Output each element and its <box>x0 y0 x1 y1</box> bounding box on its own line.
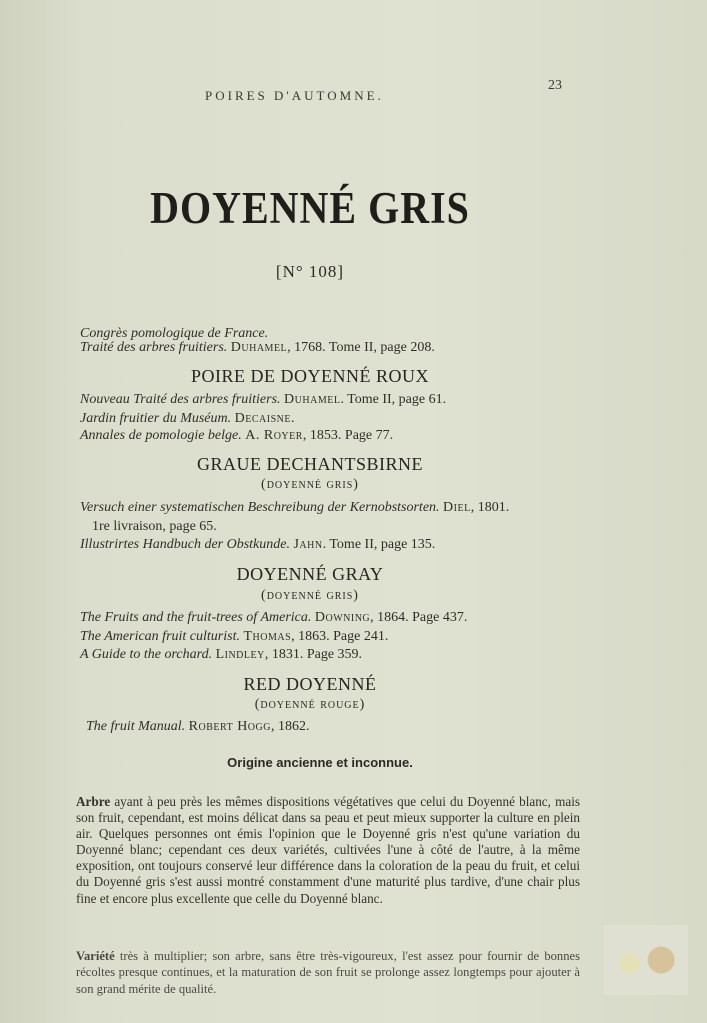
paragraph-variete <box>76 948 580 997</box>
synonym-subtitle: (doyenné gris) <box>261 588 359 603</box>
synonym-title: RED DOYENNÉ <box>243 674 377 694</box>
reference-line <box>80 610 467 626</box>
reference-line <box>80 411 294 427</box>
paragraph-text: très à multiplier; son arbre, sans être très-vigoureux, l'est assez pour fournir de bonnes récoltes presque continues, et la maturation de son fruit se prolonge assez longtemps pour ajouter à son grand mérite de qualité. <box>76 949 580 996</box>
synonym-subtitle: (doyenné rouge) <box>254 697 366 712</box>
reference-author: Robert Hogg <box>188 719 271 734</box>
reference-author: Downing <box>314 610 371 625</box>
reference-detail: , 1801. <box>470 500 510 515</box>
reference-author: Jahn <box>293 537 323 552</box>
reference-work: Annales de pomologie belge. <box>80 428 242 443</box>
reference-author: Decaisne <box>234 411 291 426</box>
reference-line <box>86 719 309 735</box>
reference-author: Duhamel <box>284 392 341 407</box>
reference-detail: , 1831. Page 359. <box>264 647 363 662</box>
reference-line <box>80 537 435 553</box>
reference-author: Thomas <box>243 629 292 644</box>
synonym-subtitle: (doyenné gris) <box>261 477 359 492</box>
reference-work: The fruit Manual. <box>86 719 186 734</box>
reference-detail: . Tome II, page 61. <box>340 392 447 407</box>
reference-detail: , 1863. Page 241. <box>291 629 389 644</box>
reference-line <box>80 340 435 356</box>
reference-line <box>80 428 393 444</box>
reference-line <box>80 629 388 645</box>
reference-work: A Guide to the orchard. <box>80 647 213 662</box>
page-number: 23 <box>548 78 562 93</box>
reference-line <box>80 647 362 663</box>
reference-work: Traité des arbres fruitiers. <box>80 340 228 355</box>
reference-work: Illustrirtes Handbuch der Obstkunde. <box>80 537 290 552</box>
reference-detail: 1re livraison, page 65. <box>92 519 217 534</box>
paragraph-arbre <box>76 794 580 907</box>
origin-heading: Origine ancienne et inconnue. <box>227 755 413 770</box>
reference-work: Jardin fruitier du Muséum. <box>80 411 232 426</box>
reference-work: Nouveau Traité des arbres fruitiers. <box>80 392 281 407</box>
reference-work: The Fruits and the fruit-trees of America. <box>80 610 312 625</box>
reference-detail: , 1768. Tome II, page 208. <box>287 340 435 355</box>
reference-detail: , 1864. Page 437. <box>370 610 468 625</box>
reference-author: Lindley <box>215 647 265 662</box>
reference-detail: . Tome II, page 135. <box>322 537 436 552</box>
reference-work: Congrès pomologique de France. <box>80 326 269 341</box>
adjacent-page-illustration <box>604 925 688 995</box>
reference-work: Versuch einer systematischen Beschreibung der Kernobstsorten. <box>80 500 440 515</box>
reference-line <box>80 500 509 516</box>
reference-author: A. Royer <box>245 428 303 443</box>
synonym-title: DOYENNÉ GRAY <box>236 564 384 584</box>
variety-number: [N° 108] <box>275 262 345 281</box>
running-head: POIRES D'AUTOMNE. <box>205 88 384 103</box>
synonym-title: GRAUE DECHANTSBIRNE <box>196 454 423 474</box>
main-title: DOYENNÉ GRIS <box>150 181 470 234</box>
reference-line <box>80 392 446 408</box>
reference-detail: , 1853. Page 77. <box>302 428 394 443</box>
paragraph-text: ayant à peu près les mêmes dispositions végétatives que celui du Doyenné blanc, mais son fruit, cependant, est moins délicat dans sa peau et peut mieux supporter la culture en plein air. Quelques personnes ont émis l'opinion que le Doyenné gris n'est qu'une variation du Doyenné blanc; cependant ces deux variétés, cultivées l'une à côté de l'autre, à la même exposition, ont toujours conservé leur différence dans la coloration de la peau du fruit, et celui du Doyenné gris s'est aussi montré constamment d'une maturité plus tardive, d'une chair plus fine et encore plus excellente que celle du Doyenné blanc. <box>76 794 580 906</box>
reference-detail: . <box>290 411 295 426</box>
reference-detail: , 1862. <box>270 719 310 734</box>
paragraph-label: Variété <box>76 949 115 963</box>
paragraph-label: Arbre <box>76 794 111 809</box>
reference-author: Duhamel <box>230 340 288 355</box>
reference-line <box>92 519 217 535</box>
reference-author: Diel <box>443 500 471 515</box>
reference-work: The American fruit culturist. <box>80 629 240 644</box>
synonym-title: POIRE DE DOYENNÉ ROUX <box>191 366 429 386</box>
